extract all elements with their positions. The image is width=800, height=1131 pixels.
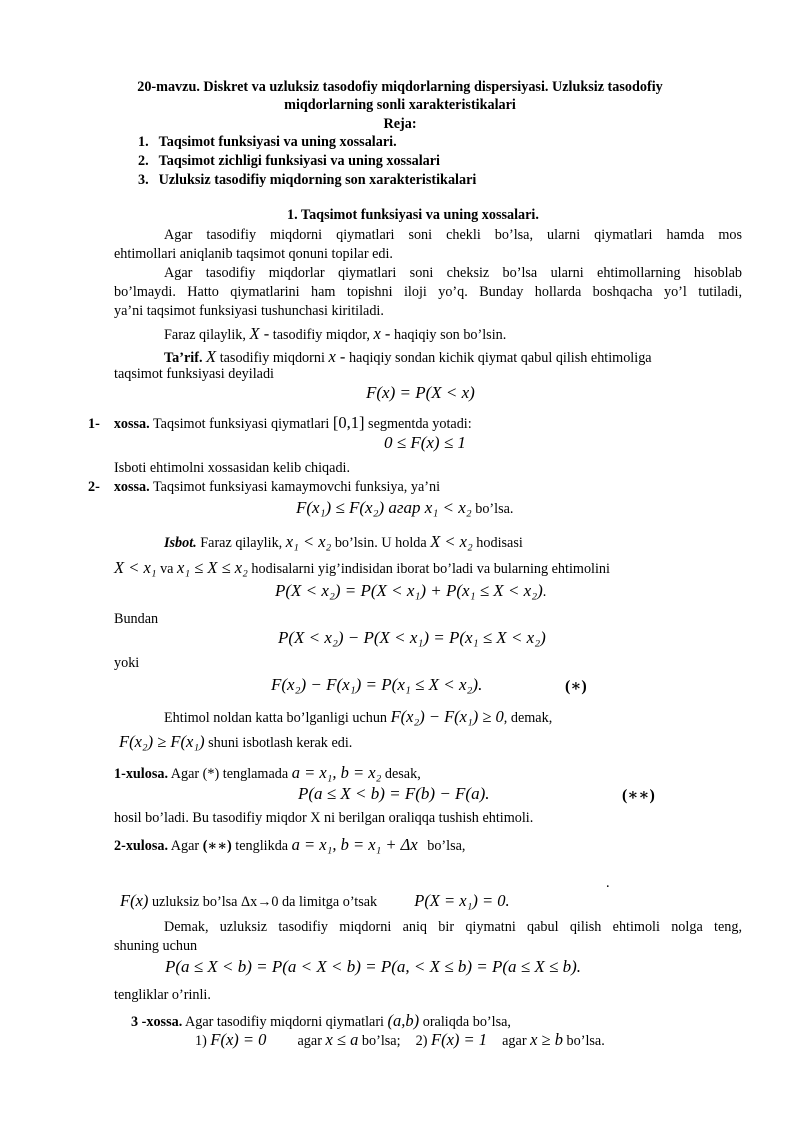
- plan-item-3: 3. Uzluksiz tasodifiy miqdorning son xarakteristikalari: [138, 172, 477, 188]
- formula-x: x -: [373, 324, 391, 343]
- proof-line-2: X < x₁ va x₁ ≤ X ≤ x₂ hodisalarni yig’indisidan iborat bo’ladi va bularning ehtimolini: [114, 558, 610, 577]
- formula-equalities: P(a ≤ X < b) = P(a < X < b) = P(a, < X ≤ b) = P(a ≤ X ≤ b).: [165, 957, 581, 976]
- formula-sum-line: P(X < x₂) = P(X < x₁) + P(x₁ ≤ X < x₂).: [275, 581, 547, 600]
- formula-dx: a = x₁, b = x₁ + Δx: [291, 835, 418, 854]
- conclusion-line: F(x₂) ≥ F(x₁) shuni isbotlash kerak edi.: [119, 732, 353, 751]
- yoki-text: yoki: [114, 655, 140, 671]
- corollary-1-line: 1-xulosa. Agar (*) tenglamada a = x₁, b = x₂ desak,: [114, 763, 421, 782]
- formula-a-b: a = x₁, b = x₂: [291, 763, 382, 782]
- definition-line-1: Ta’rif. X tasodifiy miqdorni x - haqiqiy sondan kichik qiymat qabul qilish ehtimoliga: [164, 347, 652, 366]
- formula-X-lt-x2: X < x₂: [430, 532, 473, 551]
- continuity-line: F(x) uzluksiz bo’lsa Δx→0 da limitga o’tsak P(X = x₁) = 0.: [120, 891, 510, 910]
- title-line-1: 20-mavzu. Diskret va uzluksiz tasodofiy miqdorlarning dispersiyasi. Uzluksiz tasodofiy: [137, 79, 663, 95]
- star-marker: (∗): [565, 678, 587, 695]
- bundan-text: Bundan: [114, 611, 159, 627]
- property-1-proof: Isboti ehtimolni xossasidan kelib chiqadi.: [114, 460, 351, 476]
- paragraph-2-line-1: Agar tasodifiy miqdorlar qiymatlari soni cheksiz bo’lsa ularni ehtimollarning hisoblab: [164, 265, 742, 281]
- corollary-2-line: 2-xulosa. Agar (∗∗) tenglikda a = x₁, b = x₁ + Δx bo’lsa,: [114, 835, 466, 854]
- plan-heading: Reja:: [383, 116, 417, 132]
- paragraph-3: Faraz qilaylik, X - tasodifiy miqdor, x - haqiqiy son bo’lsin.: [164, 324, 507, 343]
- formula-star: F(x₂) − F(x₁) = P(x₁ ≤ X < x₂).: [271, 675, 483, 694]
- property-3-cases: 1) F(x) = 0 agar x ≤ a bo’lsa; 2) F(x) = 1 agar x ≥ b bo’lsa.: [195, 1030, 605, 1049]
- formula-interval: (a,b): [387, 1011, 420, 1030]
- property-2: 2- xossa. Taqsimot funksiyasi kamaymovchi funksiya, ya’ni: [88, 479, 441, 495]
- definition-line-2: taqsimot funksiyasi deyiladi: [114, 366, 274, 382]
- formula-difference: P(X < x₂) − P(X < x₁) = P(x₁ ≤ X < x₂): [278, 628, 546, 647]
- formula-property-2: F(x₁) ≤ F(x₂) агар x₁ < x₂: [296, 498, 472, 517]
- formula-x: x -: [328, 347, 346, 366]
- ehtimol-line: Ehtimol noldan katta bo’lganligi uchun F(x₂) − F(x₁) ≥ 0, demak,: [164, 707, 553, 726]
- formula-sum: P(X < x₂) = P(X < x₁) + P(x₁ ≤ X < x₂): [275, 581, 543, 600]
- formula-x-le-a: x ≤ a: [325, 1030, 359, 1049]
- proof-line-1: Isbot. Faraz qilaylik, x₁ < x₂ bo’lsin. U holda X < x₂ hodisasi: [164, 532, 523, 551]
- plan-item-2: 2. Taqsimot zichligi funksiyasi va uning xossalari: [138, 153, 440, 169]
- demak-line-2: shuning uchun: [114, 938, 198, 954]
- formula-property-2-line: F(x₁) ≤ F(x₂) агар x₁ < x₂ bo’lsa.: [296, 498, 514, 517]
- formula-F-one: F(x) = 1: [431, 1030, 488, 1049]
- formula-x-ge-b: x ≥ b: [530, 1030, 563, 1049]
- formula-X-lt-x1: X < x₁: [114, 558, 157, 577]
- paragraph-2-line-3: ya’ni taqsimot funksiyasi tushunchasi kiritiladi.: [114, 303, 384, 319]
- property-1: 1- xossa. Taqsimot funksiyasi qiymatlari [0,1] segmentda yotadi:: [88, 413, 472, 432]
- double-star-marker: (∗∗): [622, 787, 655, 804]
- formula-monotone: F(x₂) ≥ F(x₁): [119, 732, 205, 751]
- paragraph-1-line-2: ehtimollari aniqlanib taqsimot qonuni topilar edi.: [114, 246, 393, 262]
- formula-corollary-1: P(a ≤ X < b) = F(b) − F(a).: [298, 784, 490, 803]
- formula-x1-lt-x2: x₁ < x₂: [285, 532, 332, 551]
- formula-x1-le-X-le-x2: x₁ ≤ X ≤ x₂: [177, 558, 248, 577]
- property-3: 3 -xossa. Agar tasodifiy miqdorni qiymatlari (a,b) oraliqda bo’lsa,: [131, 1011, 511, 1030]
- title-line-2: miqdorlarning sonli xarakteristikalari: [284, 97, 516, 113]
- formula-X: X: [206, 347, 217, 366]
- dot-mark: .: [606, 875, 610, 891]
- formula-segment: [0,1]: [332, 413, 365, 432]
- formula-property-1: 0 ≤ F(x) ≤ 1: [384, 433, 466, 452]
- paragraph-2-line-2: bo’lmaydi. Hatto qiymatlarini ham topishni iloji yo’q. Bunday hollarda boshqacha yo’l tutiladi,: [114, 284, 742, 300]
- demak-line-1: Demak, uzluksiz tasodifiy miqdorni aniq bir qiymatni qabul qilish ehtimoli nolga teng,: [164, 919, 742, 935]
- formula-nonnegative: F(x₂) − F(x₁) ≥ 0: [390, 707, 504, 726]
- formula-distribution-function: F(x) = P(X < x): [366, 383, 475, 402]
- formula-point-probability: P(X = x₁) = 0.: [414, 891, 510, 910]
- formula-Fx: F(x): [120, 891, 149, 910]
- formula-F-zero: F(x) = 0: [210, 1030, 267, 1049]
- paragraph-1-line-1: Agar tasodifiy miqdorni qiymatlari soni chekli bo’lsa, ularni qiymatlari hamda mos: [164, 227, 742, 243]
- tengliklar-text: tengliklar o’rinli.: [114, 987, 211, 1003]
- formula-X: X -: [249, 324, 270, 343]
- corollary-1-text: hosil bo’ladi. Bu tasodifiy miqdor X ni berilgan oraliqqa tushish ehtimoli.: [114, 810, 534, 826]
- section-heading: 1. Taqsimot funksiyasi va uning xossalari.: [287, 207, 539, 223]
- plan-item-1: 1. Taqsimot funksiyasi va uning xossalari.: [138, 134, 397, 150]
